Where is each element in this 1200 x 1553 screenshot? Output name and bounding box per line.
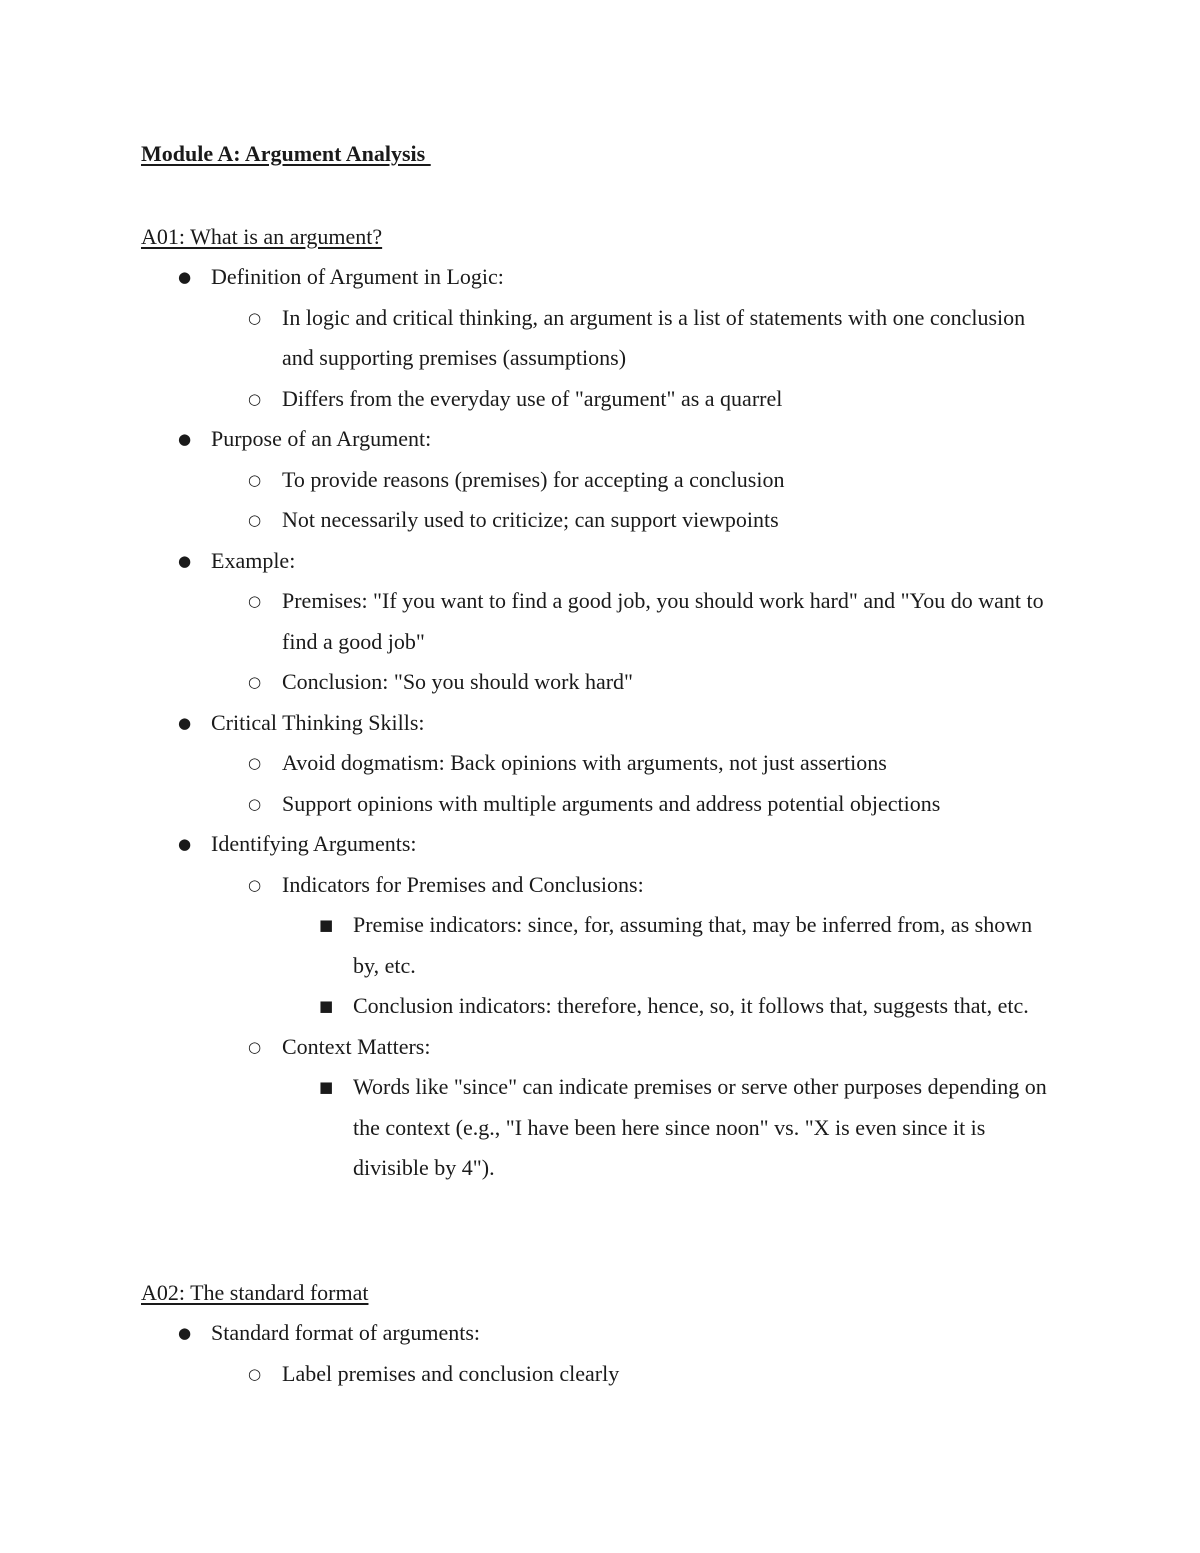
list-item (141, 824, 1061, 865)
hollow-bullet-icon: ○ (248, 754, 262, 772)
list-item (141, 703, 1061, 744)
hollow-bullet-icon: ○ (248, 875, 262, 894)
list-item-text: Conclusion: "So you should work hard" (282, 669, 634, 694)
list-item (141, 784, 1061, 825)
hollow-bullet-icon: ○ (248, 470, 262, 489)
list-item-text: Definition of Argument in Logic: (211, 264, 504, 289)
hollow-bullet-icon: ○ (248, 673, 262, 691)
list-item-text: In logic and critical thinking, an argument is a list of statements with one conclusion and supporting premises (assumptions) (282, 304, 1026, 370)
section-heading-a02: A02: The standard format (141, 1280, 369, 1305)
list-item-text: Not necessarily used to criticize; can support viewpoints (282, 507, 779, 532)
bullet-icon: ● (178, 430, 192, 448)
list-item (141, 257, 1061, 298)
list-item (141, 1354, 1061, 1395)
list-item-text: To provide reasons (premises) for accepting a conclusion (282, 466, 785, 492)
document-title: Module A: Argument Analysis (141, 141, 431, 166)
hollow-bullet-icon: ○ (248, 592, 262, 610)
square-bullet-icon: ■ (319, 916, 334, 934)
hollow-bullet-icon: ○ (248, 389, 262, 408)
section-a02-list (141, 1313, 1061, 1394)
list-item (141, 460, 1061, 501)
bullet-icon: ● (178, 835, 192, 853)
list-item (141, 743, 1061, 784)
list-item-text: Conclusion indicators: therefore, hence, so, it follows that, suggests that, etc. (353, 993, 1029, 1018)
list-item-text: Example: (211, 547, 296, 573)
hollow-bullet-icon: ○ (248, 794, 262, 813)
list-item (141, 298, 1061, 379)
list-item-text: Support opinions with multiple arguments and address potential objections (282, 790, 941, 816)
list-item-text: Identifying Arguments: (211, 831, 417, 856)
list-item-text: Critical Thinking Skills: (211, 709, 425, 735)
list-item (141, 581, 1061, 662)
list-item (141, 986, 1061, 1027)
section-a01-list (141, 257, 1061, 1189)
list-item-text: Standard format of arguments: (211, 1320, 481, 1345)
list-item-text: Avoid dogmatism: Back opinions with arguments, not just assertions (282, 750, 887, 775)
list-item (141, 1313, 1061, 1354)
list-item (141, 1027, 1061, 1068)
list-item (141, 541, 1061, 582)
hollow-bullet-icon: ○ (248, 511, 262, 529)
bullet-icon: ● (178, 551, 192, 570)
list-item-text: Words like "since" can indicate premises or serve other purposes depending on the context (e.g., "I have been here since noon" vs. "X is even since it is divisible by 4"). (353, 1074, 1047, 1180)
list-item (141, 662, 1061, 703)
list-item (141, 379, 1061, 420)
list-item-text: Label premises and conclusion clearly (282, 1360, 620, 1386)
list-item (141, 1067, 1061, 1189)
bullet-icon: ● (178, 268, 192, 286)
list-item-text: Purpose of an Argument: (211, 426, 432, 451)
list-item-text: Differs from the everyday use of "argument" as a quarrel (282, 385, 783, 411)
section-heading-a01: A01: What is an argument? (141, 224, 383, 249)
list-item (141, 500, 1061, 541)
square-bullet-icon: ■ (319, 1078, 334, 1096)
list-item (141, 905, 1061, 986)
hollow-bullet-icon: ○ (248, 1037, 262, 1056)
list-item-text: Context Matters: (282, 1033, 431, 1059)
hollow-bullet-icon: ○ (248, 308, 262, 327)
bullet-icon: ● (178, 1324, 192, 1342)
list-item-text: Premises: "If you want to find a good job, you should work hard" and "You do want to find a good job" (282, 588, 1044, 654)
list-item-text: Premise indicators: since, for, assuming that, may be inferred from, as shown by, etc. (353, 912, 1033, 978)
bullet-icon: ● (178, 713, 192, 732)
hollow-bullet-icon: ○ (248, 1364, 262, 1383)
square-bullet-icon: ■ (319, 997, 334, 1015)
list-item (141, 419, 1061, 460)
list-item (141, 865, 1061, 906)
list-item-text: Indicators for Premises and Conclusions: (282, 871, 644, 897)
